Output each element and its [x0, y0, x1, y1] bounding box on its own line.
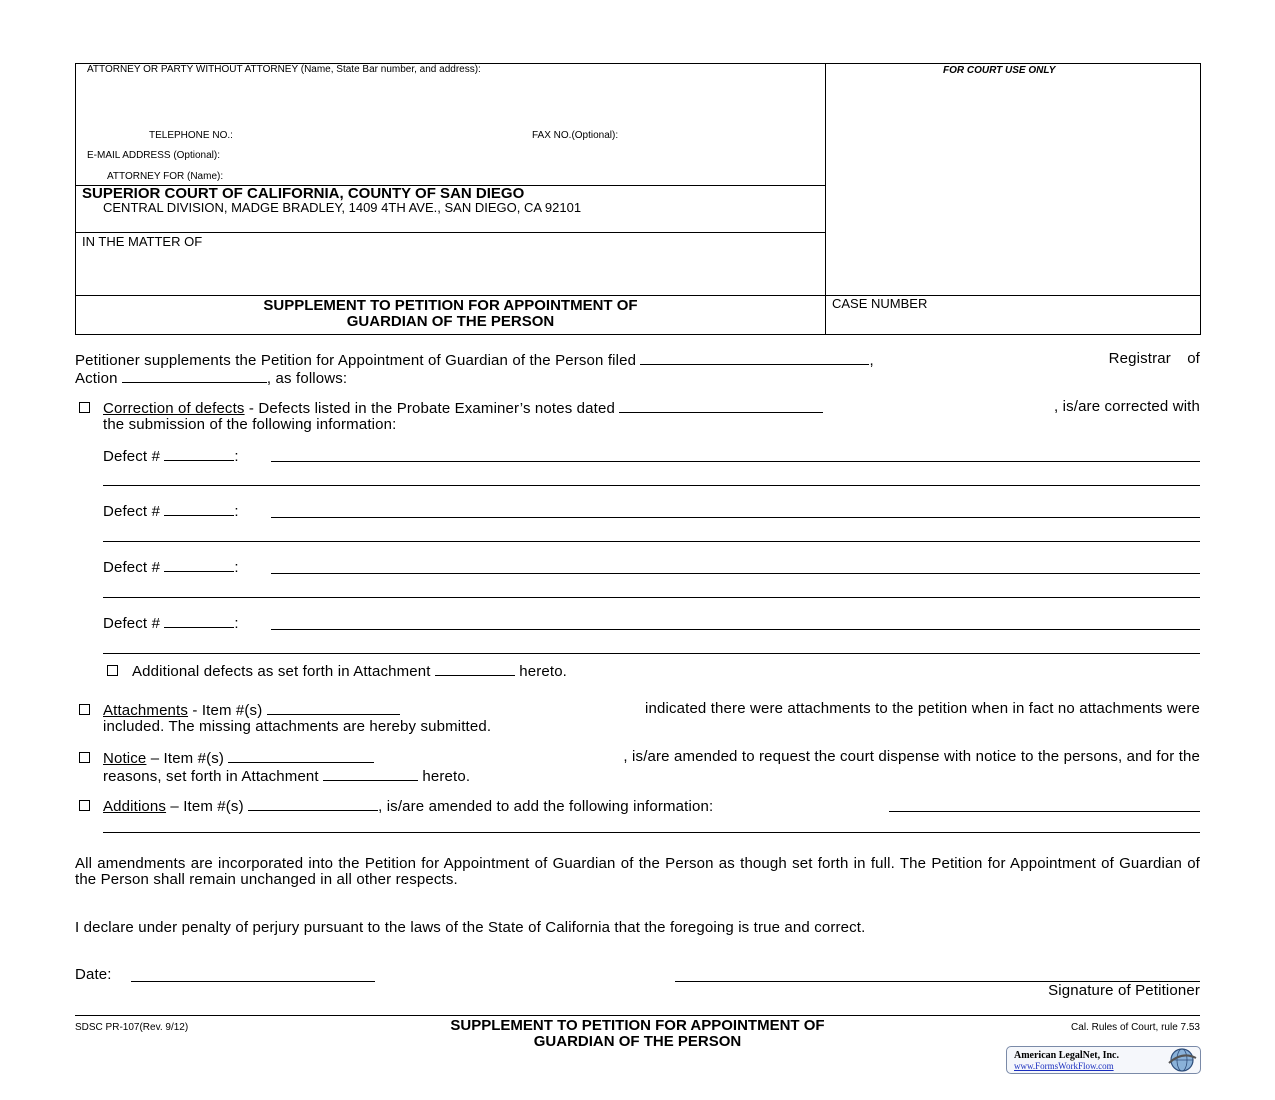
date-line[interactable] — [131, 981, 375, 982]
case-number-label: CASE NUMBER — [832, 296, 928, 311]
notice-paragraph — [103, 749, 1200, 785]
logo-url: www.FormsWorkFlow.com — [1014, 1061, 1114, 1071]
defect-number-field-2[interactable] — [164, 502, 234, 516]
footer-title-line1: SUPPLEMENT TO PETITION FOR APPOINTMENT OF — [450, 1017, 825, 1034]
correction-text-2: , is/are corrected with — [1053, 398, 1200, 415]
correction-heading: Correction of defects — [103, 400, 245, 417]
logo-name: American LegalNet, Inc. — [1014, 1050, 1119, 1061]
court-use-box — [825, 63, 1201, 296]
additions-line-2[interactable] — [103, 832, 1200, 833]
additional-defects-checkbox[interactable] — [107, 665, 118, 676]
intro-text-5: , as follows: — [266, 370, 348, 387]
defect-line-4a[interactable] — [271, 629, 1200, 630]
attachments-text-2: indicated there were attachments to the petition when in fact no attachments were — [645, 700, 1200, 717]
court-use-label: FOR COURT USE ONLY — [943, 65, 1056, 76]
defect-number-field-3[interactable] — [164, 558, 234, 572]
defect-number-field-1[interactable] — [164, 447, 234, 461]
additions-line-1[interactable] — [889, 811, 1200, 812]
caption-attorney-box — [75, 63, 826, 186]
form-title-line2: GUARDIAN OF THE PERSON — [346, 313, 555, 330]
email-label: E-MAIL ADDRESS (Optional): — [87, 150, 221, 161]
intro-registrar: Registrar of — [1108, 350, 1200, 367]
additional-attachment-field[interactable] — [435, 662, 515, 676]
filed-date-field[interactable] — [640, 351, 869, 365]
defect-label-4: Defect # : — [103, 615, 239, 632]
footer-title-line2: GUARDIAN OF THE PERSON — [533, 1033, 742, 1050]
attorney-for-label: ATTORNEY FOR (Name): — [107, 171, 224, 182]
defect-label-1: Defect # : — [103, 448, 239, 465]
notice-text-4: hereto. — [422, 768, 471, 785]
notice-items-field[interactable] — [228, 749, 374, 763]
attachments-heading: Attachments — [103, 702, 189, 719]
date-label: Date: — [75, 966, 112, 983]
attachments-text-1: - Item #(s) — [192, 702, 263, 719]
attachments-text-3: included. The missing attachments are hereby submitted. — [103, 718, 492, 735]
additions-paragraph — [103, 797, 713, 815]
additional-defects-text: Additional defects as set forth in Attachment hereto. — [132, 663, 567, 680]
defect-line-3b[interactable] — [103, 597, 1200, 598]
notice-text-2: , is/are amended to request the court dispense with notice to the persons, and for the — [623, 748, 1200, 765]
form-title — [75, 298, 826, 330]
correction-paragraph — [103, 399, 1200, 433]
intro-text-1: Petitioner supplements the Petition for Appointment of Guardian of the Person filed — [75, 352, 637, 369]
footer-title — [330, 1018, 945, 1050]
defect-label-3: Defect # : — [103, 559, 239, 576]
notice-attachment-field[interactable] — [323, 767, 418, 781]
additions-text-2: , is/are amended to add the following information: — [378, 798, 714, 815]
attorney-label: ATTORNEY OR PARTY WITHOUT ATTORNEY (Name, State Bar number, and address): — [87, 64, 481, 75]
intro-paragraph — [75, 351, 1200, 387]
amendments-paragraph: All amendments are incorporated into the Petition for Appointment of Guardian of the Person as though set forth in full. The Petition for Appointment of Guardian of the Person shall remain unchanged in all other respects. — [75, 855, 1200, 888]
court-rule: Cal. Rules of Court, rule 7.53 — [1071, 1022, 1200, 1033]
intro-text-2: , — [869, 352, 874, 369]
telephone-label: TELEPHONE NO.: — [149, 130, 233, 141]
additions-items-field[interactable] — [248, 797, 378, 811]
fax-label: FAX NO.(Optional): — [532, 130, 619, 141]
registrar-action-field[interactable] — [122, 369, 267, 383]
form-title-line1: SUPPLEMENT TO PETITION FOR APPOINTMENT OF — [263, 297, 638, 314]
declaration: I declare under penalty of perjury pursuant to the laws of the State of California that the foregoing is true and correct. — [75, 919, 866, 936]
defect-line-2a[interactable] — [271, 517, 1200, 518]
attachments-checkbox[interactable] — [79, 704, 90, 715]
notice-heading: Notice — [103, 750, 147, 767]
examiner-notes-date-field[interactable] — [619, 399, 823, 413]
defect-line-4b[interactable] — [103, 653, 1200, 654]
globe-icon — [1165, 1047, 1199, 1073]
notice-checkbox[interactable] — [79, 752, 90, 763]
correction-text-3: the submission of the following information: — [103, 416, 397, 433]
additions-heading: Additions — [103, 798, 167, 815]
defect-line-3a[interactable] — [271, 573, 1200, 574]
form-number: SDSC PR-107(Rev. 9/12) — [75, 1022, 189, 1033]
defect-label-2: Defect # : — [103, 503, 239, 520]
attachments-items-field[interactable] — [267, 701, 400, 715]
matter-label: IN THE MATTER OF — [82, 234, 203, 249]
footer-rule — [75, 1015, 1200, 1016]
court-address: CENTRAL DIVISION, MADGE BRADLEY, 1409 4TH AVE., SAN DIEGO, CA 92101 — [103, 200, 582, 215]
notice-text-1: – Item #(s) — [150, 750, 225, 767]
defect-line-2b[interactable] — [103, 541, 1200, 542]
court-name: SUPERIOR COURT OF CALIFORNIA, COUNTY OF SAN DIEGO — [82, 185, 525, 202]
notice-text-3: reasons, set forth in Attachment — [103, 768, 319, 785]
signature-label: Signature of Petitioner — [1048, 982, 1200, 999]
defect-line-1a[interactable] — [271, 461, 1200, 462]
defect-number-field-4[interactable] — [164, 614, 234, 628]
legalnet-logo[interactable] — [1006, 1046, 1201, 1074]
correction-text-1: - Defects listed in the Probate Examiner’s notes dated — [248, 400, 615, 417]
additions-checkbox[interactable] — [79, 800, 90, 811]
intro-action: Action — [75, 370, 118, 387]
defect-line-1b[interactable] — [103, 485, 1200, 486]
additions-text-1: – Item #(s) — [170, 798, 244, 815]
correction-checkbox[interactable] — [79, 402, 90, 413]
attachments-paragraph — [103, 701, 1200, 735]
